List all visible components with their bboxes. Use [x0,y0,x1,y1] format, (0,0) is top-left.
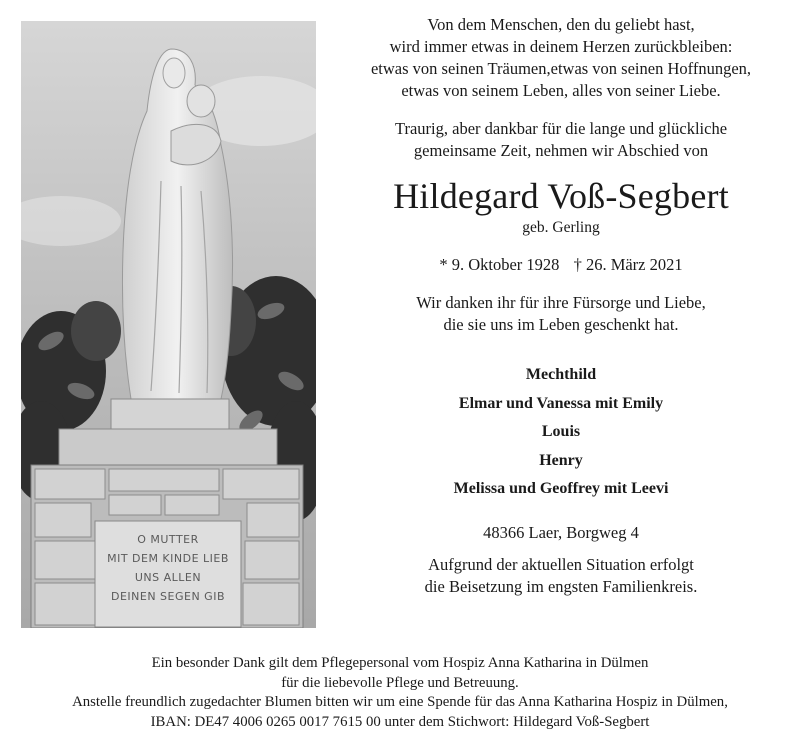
footer-line: Anstelle freundlich zugedachter Blumen bitten wir um eine Spende für das Anna Katharina Hospiz in Dülmen, [72,694,728,710]
inscription-line-2: MIT DEM KINDE LIEB [107,552,229,565]
intro-line: Traurig, aber dankbar für die lange und glückliche [394,119,728,138]
poem-line: wird immer etwas in deinem Herzen zurückbleiben: [389,37,733,56]
intro-line: gemeinsame Zeit, nehmen wir Abschied von [413,141,709,160]
mourner-name: Louis [541,423,581,440]
madonna-statue-icon [21,21,316,628]
mourners-list [330,361,792,504]
mourner-name: Elmar und Vanessa mit Emily [458,394,664,412]
footer-notice [0,654,800,732]
poem-line: Von dem Menschen, den du geliebt hast, [427,15,695,34]
poem [330,14,792,102]
life-dates [330,254,792,276]
thanks-line: die sie uns im Leben geschenkt hat. [443,315,679,334]
birth-date: * 9. Oktober 1928 [439,255,560,274]
mourner-name: Henry [539,451,583,469]
inscription-line-4: DEINEN SEGEN GIB [110,590,226,603]
footer-line: Ein besonder Dank gilt dem Pflegepersonal vom Hospiz Anna Katharina in Dülmen [151,655,649,671]
footer-line: IBAN: DE47 4006 0265 0017 7615 00 unter dem Stichwort: Hildegard Voß-Segbert [150,713,650,730]
inscription-line-1: O MUTTER [137,533,199,546]
deceased-name: Hildegard Voß-Segbert [393,176,729,216]
burial-line: Aufgrund der aktuellen Situation erfolgt [428,554,694,574]
mourner-name: Melissa und Geoffrey mit Leevi [453,480,669,497]
poem-line: etwas von seinen Träumen,etwas von seinen Hoffnungen, [370,59,752,78]
inscription-line-3: UNS ALLEN [134,571,202,584]
obituary-text [330,14,792,598]
maiden-name: geb. Gerling [522,219,600,236]
thanks-line: Wir danken ihr für ihre Fürsorge und Liebe, [416,293,706,312]
burial-line: die Beisetzung im engsten Familienkreis. [424,576,698,596]
thanks-text [330,292,792,336]
address: 48366 Laer, Borgweg 4 [483,522,639,542]
burial-notice [330,554,792,598]
poem-line: etwas von seinem Leben, alles von seiner Liebe. [401,81,721,100]
intro-text [330,118,792,162]
mourner-name: Mechthild [525,366,597,383]
death-date: † 26. März 2021 [573,255,683,274]
footer-line: für die liebevolle Pflege und Betreuung. [281,674,519,691]
memorial-photo [21,21,316,628]
